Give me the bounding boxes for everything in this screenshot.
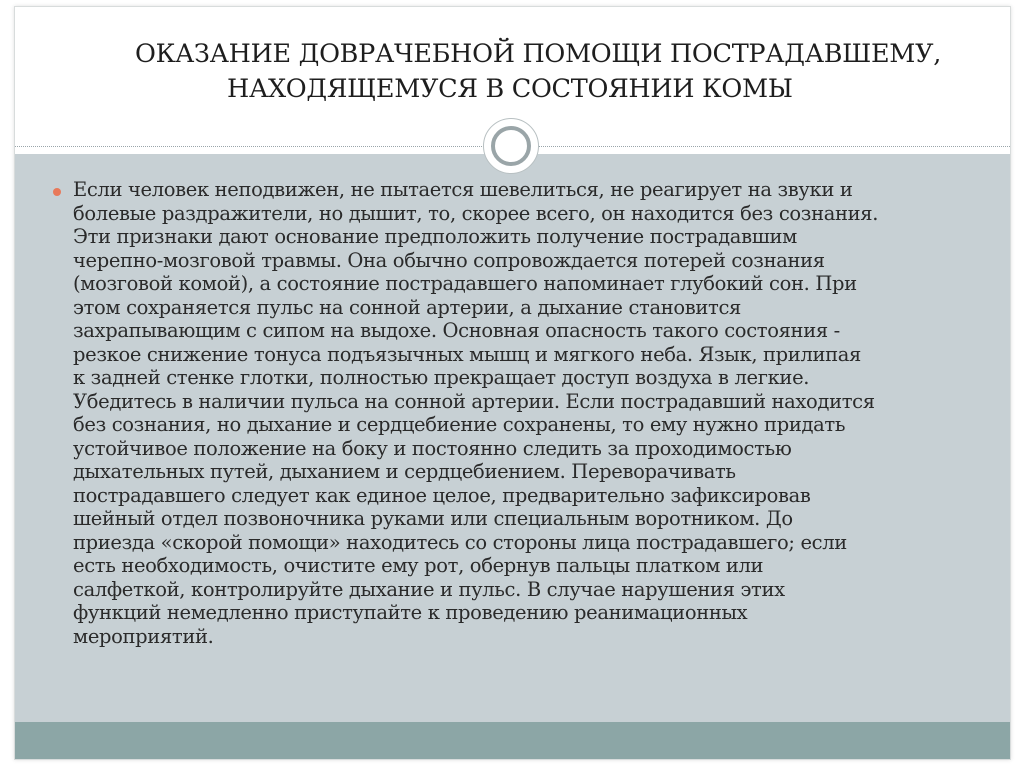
body-line: к задней стенке глотки, полностью прекращает доступ воздуха в легкие. bbox=[73, 366, 810, 389]
body-line: Убедитесь в наличии пульса на сонной артерии. Если пострадавший находится bbox=[73, 389, 875, 413]
title-line-1: ОКАЗАНИЕ ДОВРАЧЕБНОЙ ПОМОЩИ ПОСТРАДАВШЕМУ, bbox=[135, 39, 942, 69]
body-line: этом сохраняется пульс на сонной артерии, а дыхание становится bbox=[73, 295, 742, 319]
slide bbox=[14, 6, 1011, 760]
body-line: черепно-мозговой травмы. Она обычно сопровождается потерей сознания bbox=[73, 248, 825, 272]
body-line: без сознания, но дыхание и сердцебиение сохранены, то ему нужно придать bbox=[73, 413, 846, 436]
slide-title bbox=[135, 37, 995, 107]
body-line: захрапывающим с сипом на выдохе. Основная опасность такого состояния - bbox=[73, 319, 840, 342]
footer-band bbox=[15, 722, 1010, 759]
content-panel bbox=[15, 154, 1010, 722]
body-paragraph bbox=[73, 178, 973, 648]
title-line-2: НАХОДЯЩЕМУСЯ В СОСТОЯНИИ КОМЫ bbox=[227, 74, 793, 104]
body-line: есть необходимость, очистите ему рот, обернув пальцы платком или bbox=[73, 554, 764, 577]
body-line: (мозговой комой), а состояние пострадавшего напоминает глубокий сон. При bbox=[73, 272, 857, 295]
body-line: функций немедленно приступайте к проведению реанимационных bbox=[73, 601, 748, 624]
ring-ornament-icon bbox=[483, 118, 539, 174]
ring-ornament-inner bbox=[491, 126, 531, 166]
bullet-dot-icon bbox=[53, 188, 61, 196]
body-line: устойчивое положение на боку и постоянно следить за проходимостью bbox=[73, 436, 792, 460]
body-line: салфеткой, контролируйте дыхание и пульс. В случае нарушения этих bbox=[73, 577, 785, 601]
body-line: приезда «скорой помощи» находитесь со стороны лица пострадавшего; если bbox=[73, 530, 847, 554]
body-line: резкое снижение тонуса подъязычных мышц и мягкого неба. Язык, прилипая bbox=[73, 342, 861, 366]
body-line: шейный отдел позвоночника руками или специальным воротником. До bbox=[73, 507, 793, 530]
body-line: мероприятий. bbox=[73, 624, 214, 648]
body-line: пострадавшего следует как единое целое, предварительно зафиксировав bbox=[73, 483, 811, 507]
body-line: Эти признаки дают основание предположить получение пострадавшим bbox=[73, 225, 797, 248]
body-line: болевые раздражители, но дышит, то, скорее всего, он находится без сознания. bbox=[73, 201, 879, 225]
body-line: Если человек неподвижен, не пытается шевелиться, не реагирует на звуки и bbox=[73, 178, 853, 201]
body-line: дыхательных путей, дыханием и сердцебиением. Переворачивать bbox=[73, 460, 736, 483]
